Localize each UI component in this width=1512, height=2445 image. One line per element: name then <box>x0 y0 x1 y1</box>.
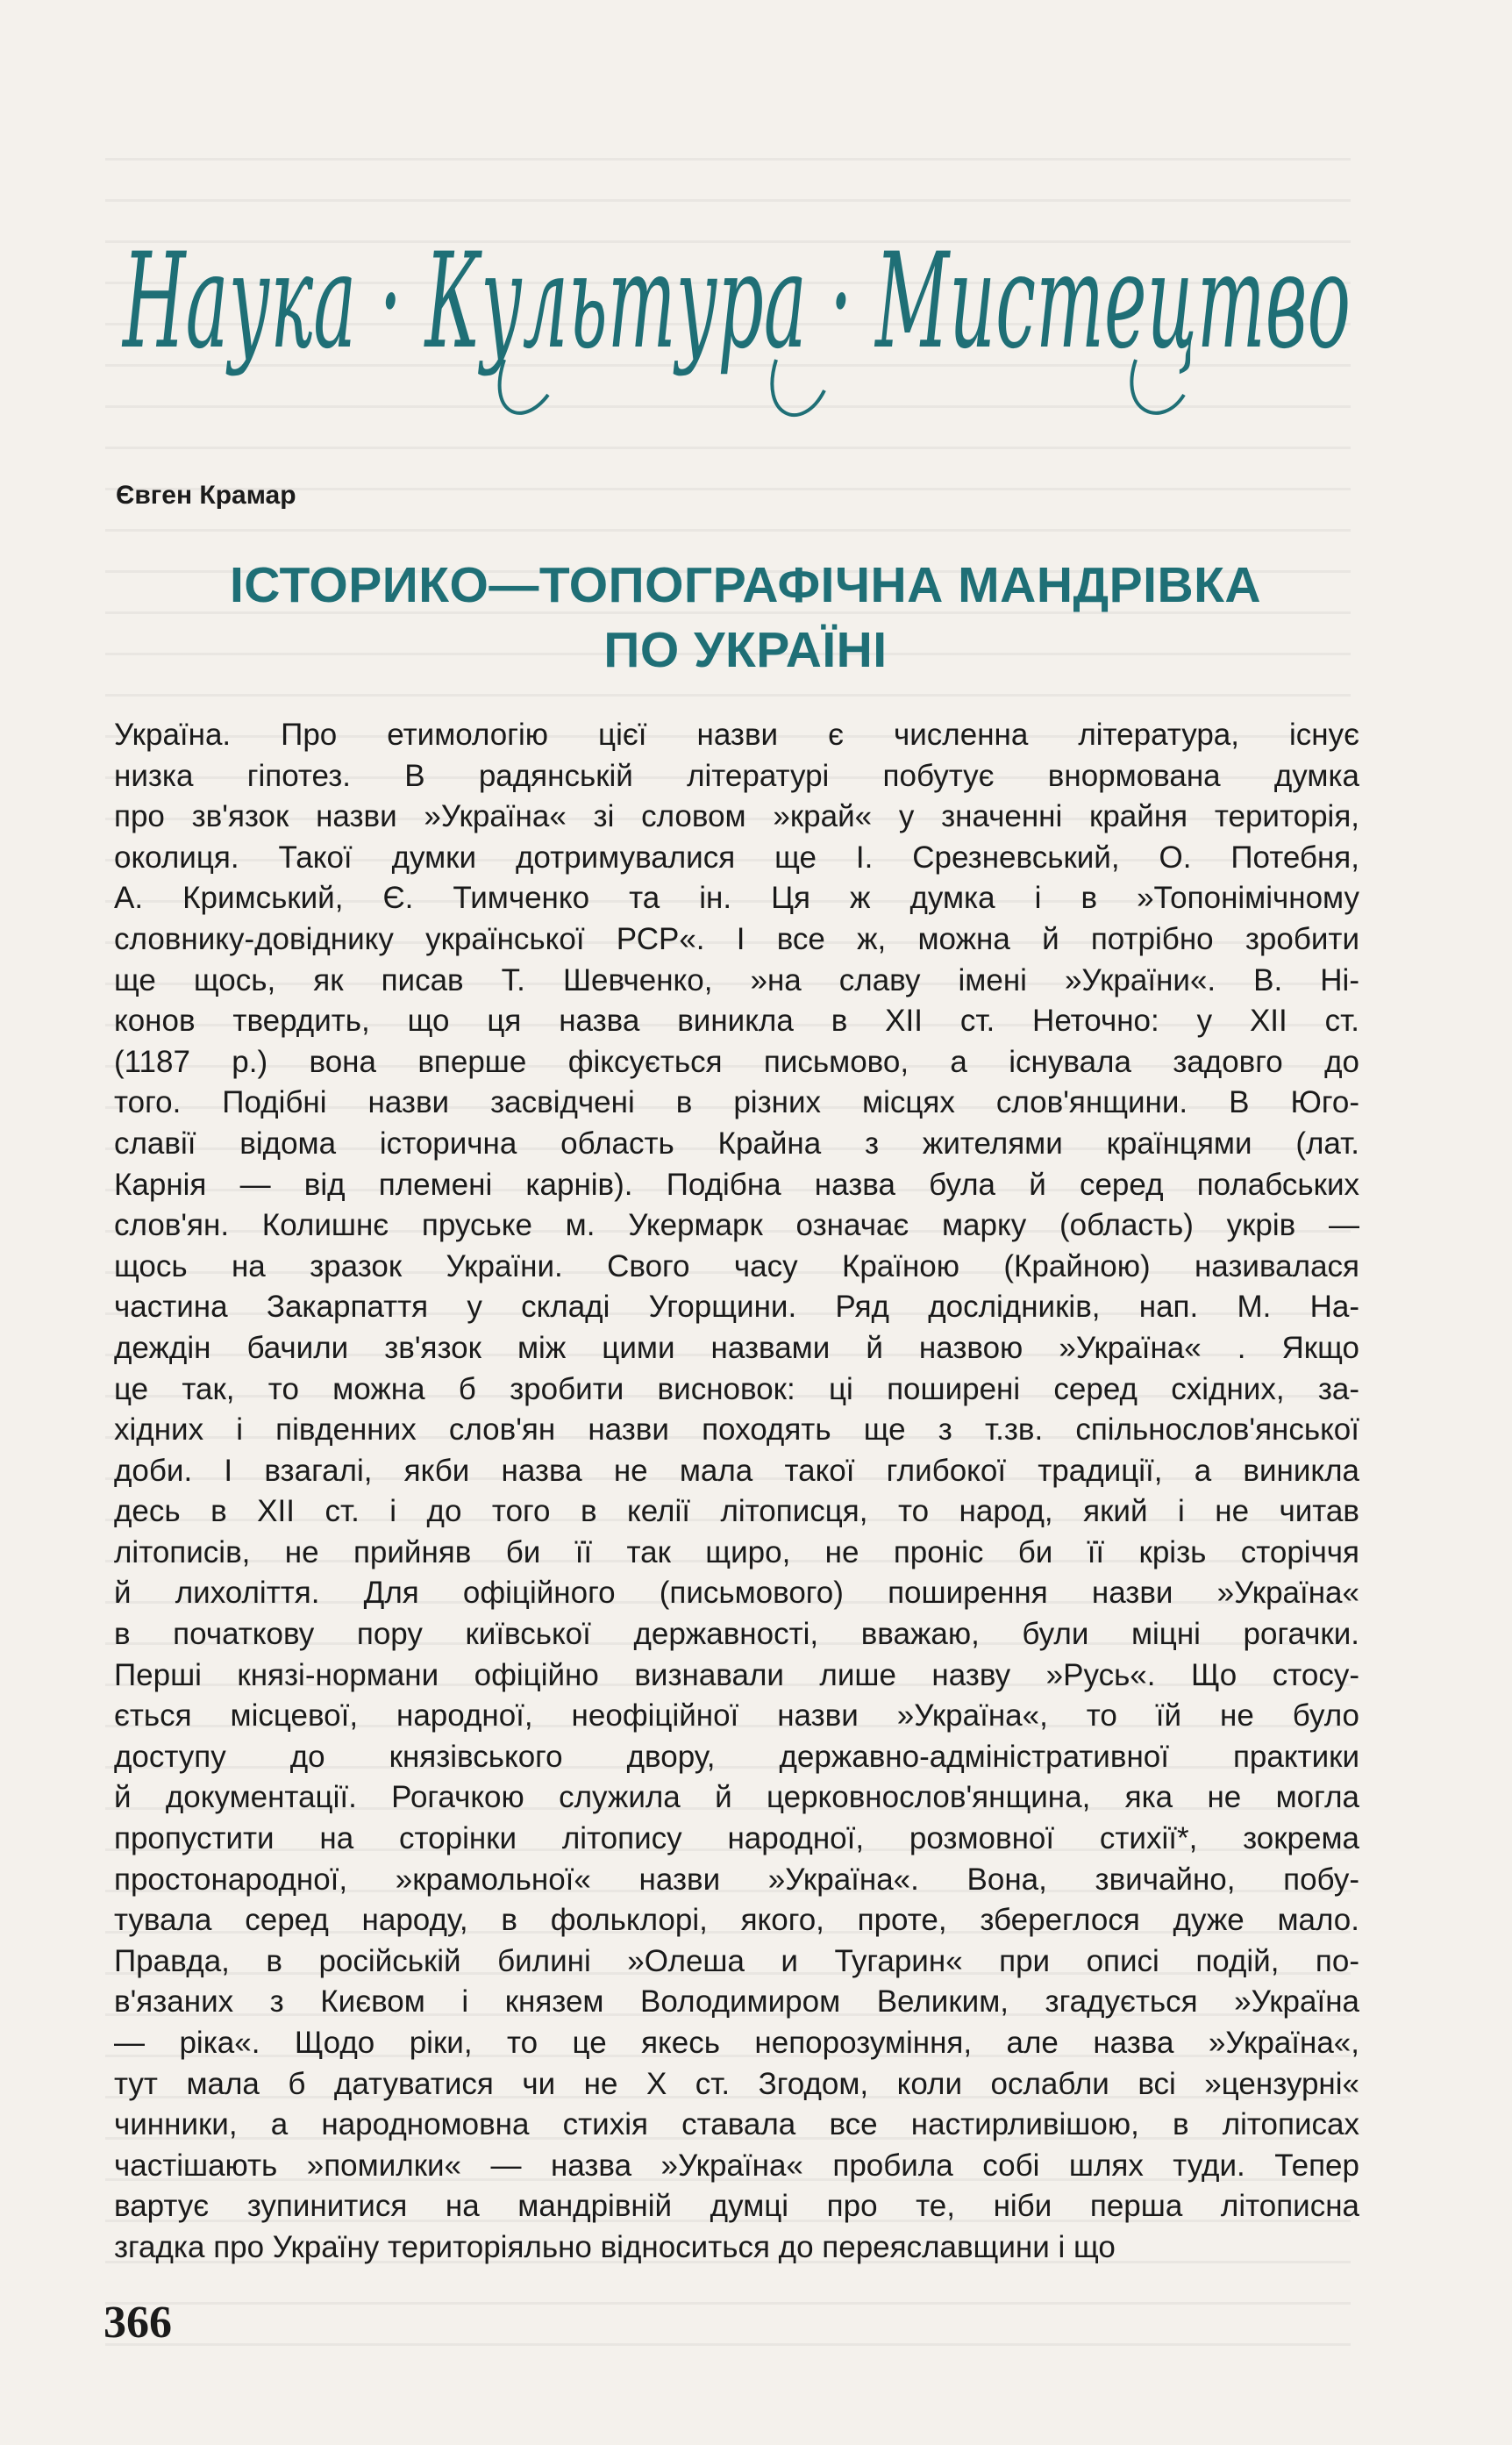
body-line: в'язаних з Києвом і князем Володимиром Великим, згадується »Україна <box>114 1984 1359 2020</box>
body-line: ється місцевої, народної, неофіційної назви »Україна«, то їй не було <box>114 1698 1359 1734</box>
body-line: пропустити на сторінки літопису народної, розмовної стихії*, зокрема <box>114 1821 1359 1856</box>
section-heading <box>110 184 1364 439</box>
body-line: щось на зразок України. Свого часу Країною (Крайною) називалася <box>114 1248 1359 1283</box>
body-line: — ріка«. Щодо ріки, то це якесь непорозуміння, але назва »Україна«, <box>114 2026 1359 2060</box>
body-line: вартує зупинитися на мандрівній думці про те, ніби перша літописна <box>114 2189 1359 2224</box>
body-line: того. Подібні назви засвідчені в різних місцях слов'янщини. В Юго- <box>114 1085 1359 1120</box>
page-number: 366 <box>103 2298 172 2348</box>
body-line: деждін бачили зв'язок між цими назвами й назвою »Україна« . Якщо <box>114 1330 1359 1365</box>
body-line: про зв'язок назви »Україна« зі словом »край« у значенні крайня територія, <box>114 799 1359 834</box>
body-line: А. Кримський, Є. Тимченко та ін. Ця ж думка і в »Топонімічному <box>114 881 1359 916</box>
article-title-line-1: ІСТОРИКО—ТОПОГРАФІЧНА МАНДРІВКА <box>229 557 1262 613</box>
body-line: слов'ян. Колишнє пруське м. Укермарк означає марку (область) укрів — <box>114 1208 1359 1243</box>
body-line: славії відома історична область Крайна з жителями країнцями (лат. <box>114 1126 1359 1161</box>
body-line: частішають »помилки« — назва »Україна« пробила собі шлях туди. Тепер <box>114 2148 1359 2183</box>
article-title <box>132 553 1359 683</box>
body-line: Україна. Про етимологію цієї назви є численна література, існує <box>114 718 1359 752</box>
body-line: й документації. Рогачкою служила й церковнослов'янщина, яка не могла <box>114 1780 1359 1815</box>
body-line: хідних і південних слов'ян назви походять ще з т.зв. спільнослов'янської <box>114 1412 1359 1448</box>
body-line: конов твердить, що ця назва виникла в XII ст. Неточно: у XII ст. <box>114 1004 1359 1039</box>
body-line: доступу до князівського двору, державно-адміністративної практики <box>114 1739 1359 1774</box>
body-line: тут мала б датуватися чи не X ст. Згодом, коли ослабли всі »цензурні« <box>114 2066 1359 2101</box>
body-line: чинники, а народномовна стихія ставала все настирливішою, в літописах <box>114 2107 1359 2142</box>
section-heading-svg <box>110 184 1364 439</box>
body-line: околиця. Такої думки дотримувалися ще І. Срезневський, О. Потебня, <box>114 840 1359 875</box>
article-body <box>114 715 1359 2269</box>
body-line: Перші князі-нормани офіційно визнавали лише назву »Русь«. Що стосу- <box>114 1657 1359 1692</box>
body-line: в початкову пору київської державності, вважаю, були міцні рогачки. <box>114 1617 1359 1652</box>
body-line: простонародної, »крамольної« назви »Україна«. Вона, звичайно, побу- <box>114 1862 1359 1897</box>
section-heading-text: Наука · Культура · Мистецтво <box>121 225 1352 378</box>
body-line: частина Закарпаття у складі Угорщини. Ряд дослідників, нап. М. На- <box>114 1290 1359 1325</box>
body-line: словнику-довіднику української РСР«. І все ж, можна й потрібно зробити <box>114 921 1359 956</box>
body-line: тувала серед народу, в фольклорі, якого, проте, збереглося дуже мало. <box>114 1903 1359 1938</box>
body-line: низка гіпотез. В радянській літературі побутує внормована думка <box>114 758 1359 793</box>
article-title-line-2: ПО УКРАЇНІ <box>603 622 888 678</box>
article-author: Євген Крамар <box>116 481 296 510</box>
body-line: це так, то можна б зробити висновок: ці поширені серед східних, за- <box>114 1371 1359 1406</box>
body-line: доби. І взагалі, якби назва не мала такої глибокої традиції, а виникла <box>114 1453 1359 1488</box>
body-line: й лихоліття. Для офіційного (письмового) поширення назви »Україна« <box>114 1576 1359 1611</box>
body-line: ще щось, як писав Т. Шевченко, »на славу імені »України«. В. Ні- <box>114 962 1359 997</box>
body-line: Карнія — від племені карнів). Подібна назва була й серед полабських <box>114 1167 1359 1202</box>
body-line: згадка про Україну територіяльно відноситься до переяславщини і що <box>114 2229 1116 2264</box>
body-line: (1187 р.) вона вперше фіксується письмово, а існувала задовго до <box>114 1044 1359 1079</box>
body-line: літописів, не прийняв би її так щиро, не проніс би її крізь сторіччя <box>114 1534 1359 1569</box>
body-line: Правда, в російській билині »Олеша и Тугарин« при описі подій, по- <box>114 1943 1359 1978</box>
body-line: десь в XII ст. і до того в келії літописця, то народ, який і не читав <box>114 1494 1359 1529</box>
